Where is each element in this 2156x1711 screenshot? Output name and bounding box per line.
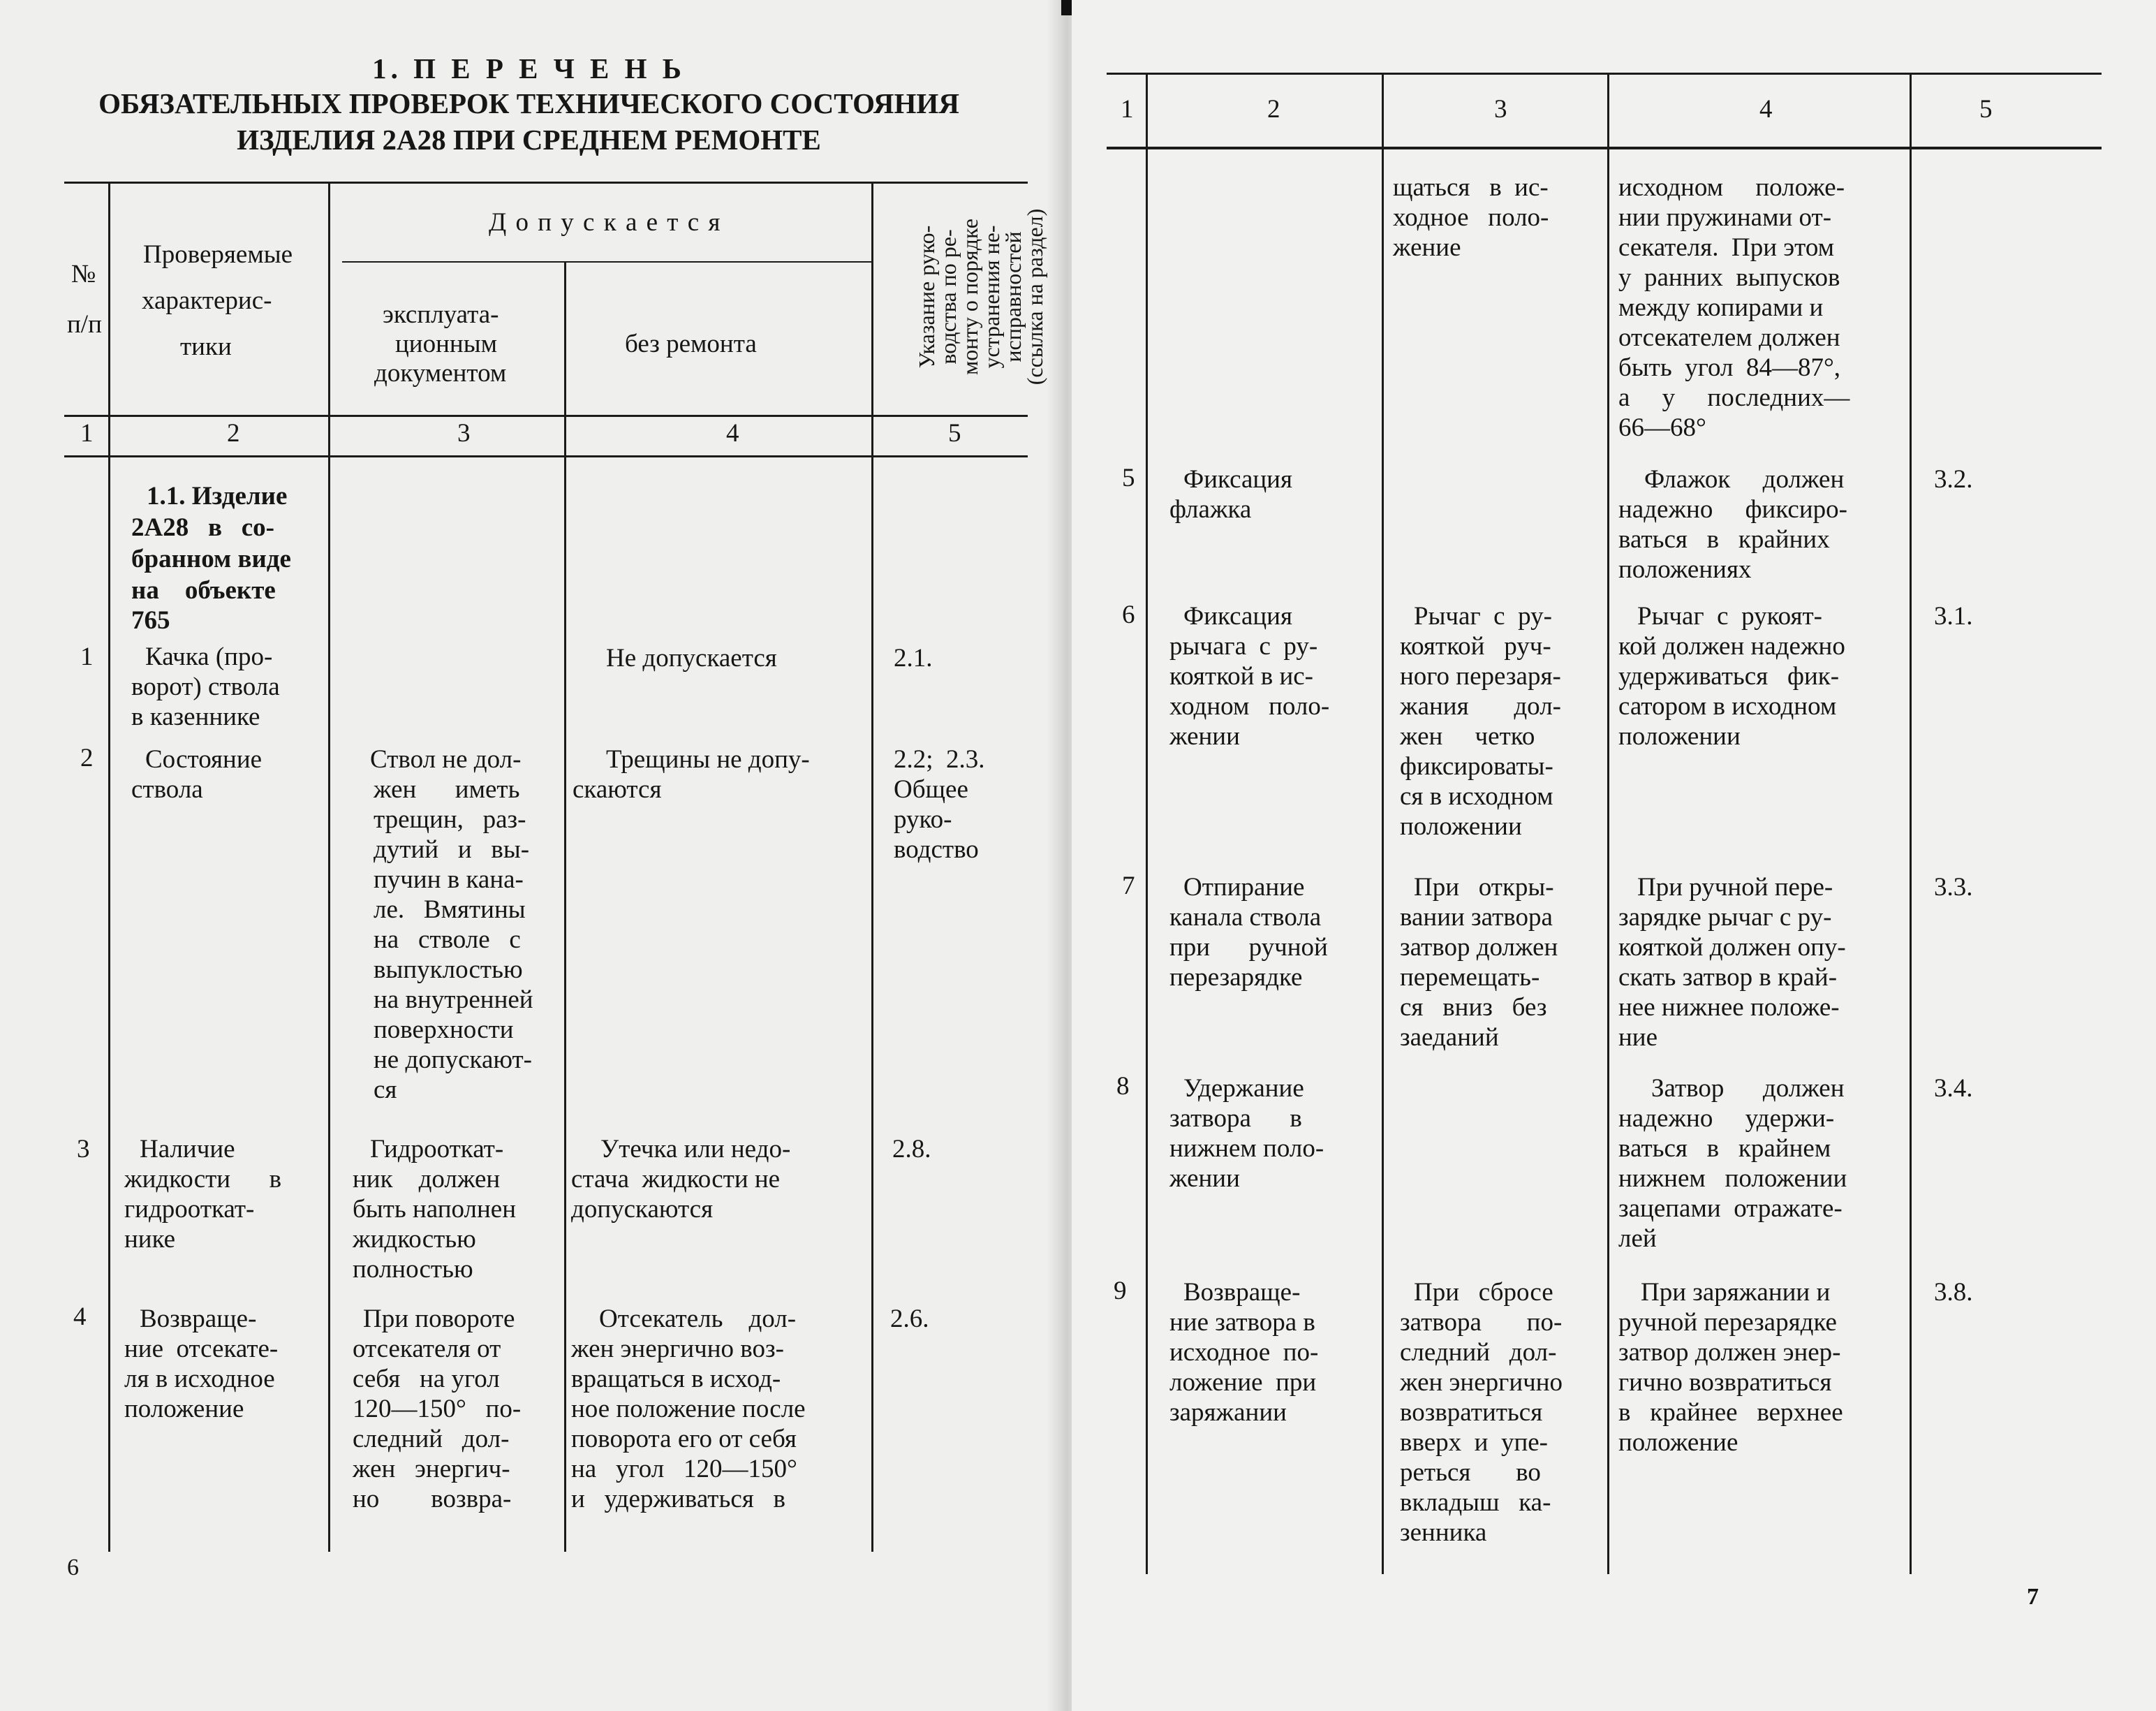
row-by-doc: кояткой руч- bbox=[1400, 632, 1551, 661]
row-reference: 3.4. bbox=[1934, 1074, 1973, 1103]
row-by-doc: реться во bbox=[1400, 1458, 1541, 1487]
row-by-doc: жение bbox=[1393, 233, 1461, 262]
row-reference: 3.1. bbox=[1934, 602, 1973, 631]
header-no-repair: без ремонта bbox=[625, 330, 757, 358]
row-number: 8 bbox=[1116, 1072, 1130, 1101]
row-no-repair: надежно удержи- bbox=[1618, 1104, 1835, 1133]
row-no-repair: ное положение после bbox=[571, 1395, 806, 1423]
row-no-repair: При ручной пере- bbox=[1637, 873, 1833, 902]
row-checked: Удержание bbox=[1183, 1074, 1304, 1103]
row-checked: канала ствола bbox=[1169, 903, 1322, 932]
table-top-rule bbox=[64, 182, 1028, 184]
col-number: 2 bbox=[227, 419, 240, 448]
left-page bbox=[0, 0, 1058, 1711]
col-number: 3 bbox=[1494, 95, 1507, 124]
row-checked: нике bbox=[124, 1225, 176, 1254]
row-by-doc: При повороте bbox=[363, 1305, 515, 1333]
row-by-doc: При сбросе bbox=[1414, 1278, 1553, 1307]
header-rule bbox=[1107, 147, 2102, 149]
row-no-repair: Не допускается bbox=[606, 644, 777, 673]
row-by-doc: вкладыш ка- bbox=[1400, 1488, 1551, 1517]
section-title: бранном виде bbox=[131, 545, 291, 573]
row-number: 1 bbox=[80, 642, 94, 671]
row-by-doc: При откры- bbox=[1414, 873, 1554, 902]
row-by-doc: пучин в кана- bbox=[374, 865, 524, 894]
row-checked: Фиксация bbox=[1183, 465, 1293, 494]
row-by-doc: жидкостью bbox=[353, 1225, 476, 1254]
row-reference: 2.6. bbox=[890, 1305, 929, 1333]
row-no-repair: кой должен надежно bbox=[1618, 632, 1845, 661]
row-no-repair: отсекателем должен bbox=[1618, 323, 1840, 352]
row-number: 4 bbox=[73, 1302, 87, 1331]
row-no-repair: ваться в крайнем bbox=[1618, 1134, 1831, 1163]
row-by-doc: жен энергич- bbox=[353, 1455, 510, 1483]
row-checked: ворот) ствола bbox=[131, 673, 280, 701]
allowed-rule bbox=[342, 261, 873, 263]
row-checked: положение bbox=[124, 1395, 244, 1423]
row-checked: Состояние bbox=[145, 745, 263, 774]
row-checked: Возвраще- bbox=[140, 1305, 257, 1333]
row-checked: ходном поло- bbox=[1169, 692, 1330, 721]
row-by-doc: на внутренней bbox=[374, 985, 533, 1014]
row-no-repair: поворота его от себя bbox=[571, 1425, 797, 1453]
row-checked: при ручной bbox=[1169, 933, 1328, 962]
row-by-doc: заеданий bbox=[1400, 1023, 1499, 1052]
row-no-repair: скать затвор в край- bbox=[1618, 963, 1838, 992]
title-line-1: 1. П Е Р Е Ч Е Н Ь bbox=[372, 52, 686, 85]
col-number: 5 bbox=[1979, 95, 1993, 124]
col-line bbox=[328, 183, 330, 1552]
row-checked: ложение при bbox=[1169, 1368, 1317, 1397]
row-by-doc: ся bbox=[374, 1075, 397, 1104]
row-number: 6 bbox=[1122, 601, 1135, 629]
header-rule bbox=[64, 415, 1028, 417]
row-checked: ние отсекате- bbox=[124, 1335, 279, 1363]
row-checked: Фиксация bbox=[1183, 602, 1293, 631]
col-number: 4 bbox=[726, 419, 739, 448]
page-number: 7 bbox=[2027, 1584, 2039, 1610]
row-checked: кояткой в ис- bbox=[1169, 662, 1313, 691]
header-checked: характерис- bbox=[142, 286, 272, 315]
colnum-rule bbox=[64, 455, 1028, 457]
row-by-doc: жания дол- bbox=[1400, 692, 1561, 721]
row-no-repair: стача жидкости не bbox=[571, 1165, 781, 1194]
row-by-doc: вверх и упе- bbox=[1400, 1428, 1548, 1457]
row-by-doc: полностью bbox=[353, 1255, 473, 1284]
row-reference: 3.2. bbox=[1934, 465, 1973, 494]
row-no-repair: нии пружинами от- bbox=[1618, 203, 1832, 232]
row-by-doc: ходное поло- bbox=[1393, 203, 1549, 232]
right-page bbox=[1072, 0, 2156, 1711]
row-no-repair: Рычаг с рукоят- bbox=[1637, 602, 1822, 631]
header-reference: Указание руко- водства по ре- монту о порядке устранения не- исправностей (ссылка на раздел) bbox=[914, 208, 1047, 385]
row-by-doc: быть наполнен bbox=[353, 1195, 517, 1224]
row-by-doc: жен четко bbox=[1400, 722, 1535, 751]
row-no-repair: удерживаться фик- bbox=[1618, 662, 1840, 691]
col-line bbox=[1146, 73, 1148, 1574]
row-no-repair: быть угол 84—87°, bbox=[1618, 353, 1841, 382]
row-no-repair: затвор должен энер- bbox=[1618, 1338, 1841, 1367]
title-line-2: ОБЯЗАТЕЛЬНЫХ ПРОВЕРОК ТЕХНИЧЕСКОГО СОСТОЯНИЯ bbox=[98, 87, 959, 119]
page-number: 6 bbox=[67, 1555, 79, 1580]
row-checked: перезарядке bbox=[1169, 963, 1303, 992]
row-no-repair: секателя. При этом bbox=[1618, 233, 1835, 262]
row-by-doc: следний дол- bbox=[1400, 1338, 1557, 1367]
row-no-repair: положение bbox=[1618, 1428, 1738, 1457]
row-no-repair: положениях bbox=[1618, 555, 1752, 584]
row-no-repair: положении bbox=[1618, 722, 1741, 751]
row-checked: ля в исходное bbox=[124, 1365, 275, 1393]
row-no-repair: Утечка или недо- bbox=[600, 1135, 791, 1163]
header-by-doc: эксплуата- bbox=[383, 300, 499, 329]
row-no-repair: Затвор должен bbox=[1651, 1074, 1845, 1103]
col-number: 2 bbox=[1267, 95, 1280, 124]
row-no-repair: жен энергично воз- bbox=[571, 1335, 784, 1363]
col-line bbox=[1607, 73, 1609, 1574]
row-no-repair: а у последних— bbox=[1618, 383, 1850, 412]
row-no-repair: у ранних выпусков bbox=[1618, 263, 1840, 292]
row-no-repair: кояткой должен опу- bbox=[1618, 933, 1846, 962]
row-checked: ствола bbox=[131, 775, 203, 804]
row-number: 5 bbox=[1122, 464, 1135, 492]
row-no-repair: При заряжании и bbox=[1641, 1278, 1831, 1307]
section-title: 2А28 в со- bbox=[131, 513, 274, 542]
row-by-doc: но возвра- bbox=[353, 1485, 512, 1513]
row-no-repair: нижнем положении bbox=[1618, 1164, 1847, 1193]
row-no-repair: ваться в крайних bbox=[1618, 525, 1830, 554]
row-by-doc: следний дол- bbox=[353, 1425, 510, 1453]
row-by-doc: Рычаг с ру- bbox=[1414, 602, 1552, 631]
row-reference: Общее bbox=[894, 775, 968, 804]
row-checked: рычага с ру- bbox=[1169, 632, 1318, 661]
row-by-doc: ся вниз без bbox=[1400, 993, 1547, 1022]
row-checked: гидрооткат- bbox=[124, 1195, 255, 1224]
col-number: 3 bbox=[457, 419, 471, 448]
row-no-repair: гично возвратиться bbox=[1618, 1368, 1832, 1397]
row-no-repair: надежно фиксиро- bbox=[1618, 495, 1847, 524]
row-by-doc: жен иметь bbox=[374, 775, 520, 804]
row-by-doc: затвор должен bbox=[1400, 933, 1558, 962]
row-number: 9 bbox=[1114, 1277, 1127, 1305]
row-checked: заряжании bbox=[1169, 1398, 1287, 1427]
row-reference: 2.2; 2.3. bbox=[894, 745, 985, 774]
row-no-repair: нее нижнее положе- bbox=[1618, 993, 1840, 1022]
row-by-doc: поверхности bbox=[374, 1015, 514, 1044]
col-line bbox=[1910, 73, 1912, 1574]
row-reference: 3.8. bbox=[1934, 1278, 1973, 1307]
header-num: № bbox=[71, 260, 96, 288]
row-by-doc: Гидрооткат- bbox=[370, 1135, 504, 1163]
row-no-repair: Флажок должен bbox=[1644, 465, 1845, 494]
row-checked: нижнем поло- bbox=[1169, 1134, 1324, 1163]
row-no-repair: в крайнее верхнее bbox=[1618, 1398, 1843, 1427]
row-checked: жидкости в bbox=[124, 1165, 282, 1194]
row-no-repair: ние bbox=[1618, 1023, 1658, 1052]
row-no-repair: сатором в исходном bbox=[1618, 692, 1837, 721]
row-by-doc: отсекателя от bbox=[353, 1335, 501, 1363]
row-checked: Отпирание bbox=[1183, 873, 1305, 902]
header-allowed: Д о п у с к а е т с я bbox=[489, 208, 722, 237]
col-number: 4 bbox=[1759, 95, 1773, 124]
title-line-3: ИЗДЕЛИЯ 2А28 ПРИ СРЕДНЕМ РЕМОНТЕ bbox=[237, 124, 821, 156]
row-no-repair: между копирами и bbox=[1618, 293, 1824, 322]
row-no-repair: исходном положе- bbox=[1618, 173, 1845, 202]
row-by-doc: выпуклостью bbox=[374, 955, 523, 984]
row-checked: Качка (про- bbox=[145, 642, 273, 671]
row-checked: флажка bbox=[1169, 495, 1252, 524]
col-line bbox=[1382, 73, 1384, 1574]
col-number: 5 bbox=[948, 419, 961, 448]
row-no-repair: зацепами отражате- bbox=[1618, 1194, 1843, 1223]
header-by-doc: документом bbox=[374, 359, 507, 388]
row-by-doc: ник должен bbox=[353, 1165, 501, 1194]
row-by-doc: перемещать- bbox=[1400, 963, 1540, 992]
row-by-doc: Ствол не дол- bbox=[370, 745, 522, 774]
row-checked: жении bbox=[1169, 722, 1240, 751]
header-checked: Проверяемые bbox=[143, 240, 293, 269]
row-no-repair: и удерживаться в bbox=[571, 1485, 785, 1513]
row-no-repair: Трещины не допу- bbox=[606, 745, 810, 774]
row-checked: затвора в bbox=[1169, 1104, 1302, 1133]
row-checked: жении bbox=[1169, 1164, 1240, 1193]
row-checked: в казеннике bbox=[131, 703, 260, 731]
section-title: 1.1. Изделие bbox=[147, 482, 288, 511]
header-checked: тики bbox=[180, 332, 232, 361]
row-by-doc: дутий и вы- bbox=[374, 835, 530, 864]
row-no-repair: лей bbox=[1618, 1224, 1657, 1253]
section-title: на объекте bbox=[131, 576, 276, 605]
row-by-doc: не допускают- bbox=[374, 1045, 533, 1074]
row-checked: Возвраще- bbox=[1183, 1278, 1301, 1307]
row-checked: ние затвора в bbox=[1169, 1308, 1315, 1337]
row-number: 3 bbox=[77, 1135, 90, 1163]
row-no-repair: 66—68° bbox=[1618, 413, 1706, 442]
row-by-doc: положении bbox=[1400, 812, 1522, 841]
row-by-doc: ного перезаря- bbox=[1400, 662, 1561, 691]
row-checked: исходное по- bbox=[1169, 1338, 1319, 1367]
row-number: 2 bbox=[80, 744, 94, 772]
col-line bbox=[108, 183, 110, 1552]
row-no-repair: допускаются bbox=[571, 1195, 714, 1224]
row-checked: Наличие bbox=[140, 1135, 235, 1163]
row-no-repair: вращаться в исход- bbox=[571, 1365, 781, 1393]
row-by-doc: ся в исходном bbox=[1400, 782, 1553, 811]
row-no-repair: ручной перезарядке bbox=[1618, 1308, 1837, 1337]
row-by-doc: фиксироваты- bbox=[1400, 752, 1553, 781]
row-by-doc: щаться в ис- bbox=[1393, 173, 1549, 202]
row-by-doc: 120—150° по- bbox=[353, 1395, 522, 1423]
col-number: 1 bbox=[1121, 95, 1134, 124]
row-by-doc: зенника bbox=[1400, 1518, 1487, 1547]
row-reference: 3.3. bbox=[1934, 873, 1973, 902]
row-no-repair: на угол 120—150° bbox=[571, 1455, 797, 1483]
row-by-doc: жен энергично bbox=[1400, 1368, 1563, 1397]
header-num: п/п bbox=[67, 310, 102, 339]
row-by-doc: возвратиться bbox=[1400, 1398, 1543, 1427]
row-reference: 2.1. bbox=[894, 644, 933, 673]
row-by-doc: затвора по- bbox=[1400, 1308, 1563, 1337]
col-number: 1 bbox=[80, 419, 94, 448]
row-no-repair: скаются bbox=[573, 775, 662, 804]
table-top-rule bbox=[1107, 73, 2102, 75]
row-reference: руко- bbox=[894, 805, 952, 834]
row-no-repair: зарядке рычаг с ру- bbox=[1618, 903, 1832, 932]
row-by-doc: на стволе с bbox=[374, 925, 521, 954]
row-reference: водство bbox=[894, 835, 979, 864]
row-by-doc: ле. Вмятины bbox=[374, 895, 526, 924]
row-no-repair: Отсекатель дол- bbox=[599, 1305, 797, 1333]
col-line bbox=[871, 183, 873, 1552]
row-by-doc: вании затвора bbox=[1400, 903, 1553, 932]
section-title: 765 bbox=[131, 606, 170, 635]
row-number: 7 bbox=[1122, 872, 1135, 900]
row-by-doc: трещин, раз- bbox=[374, 805, 526, 834]
header-by-doc: ционным bbox=[395, 330, 497, 358]
row-reference: 2.8. bbox=[892, 1135, 931, 1163]
row-by-doc: себя на угол bbox=[353, 1365, 500, 1393]
col-line bbox=[564, 263, 566, 1552]
